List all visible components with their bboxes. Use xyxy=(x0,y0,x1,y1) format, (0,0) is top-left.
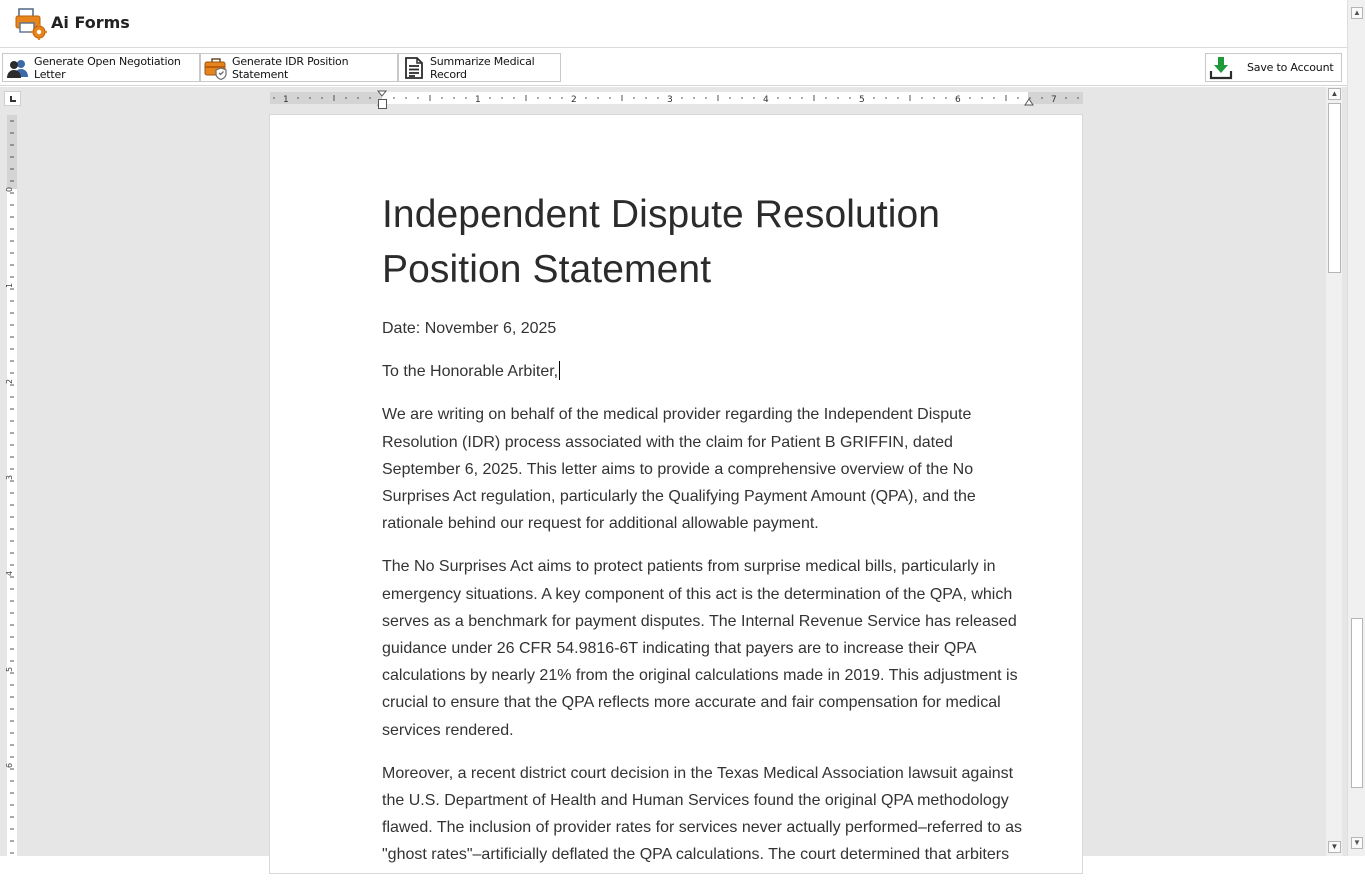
ruler-number: 4 xyxy=(5,570,14,576)
tab-stop-selector[interactable] xyxy=(4,91,21,106)
document-page[interactable] xyxy=(269,114,1083,874)
button-label: Generate IDR Position Statement xyxy=(232,54,349,81)
printer-gear-icon xyxy=(14,6,48,40)
generate-idr-position-statement-button[interactable] xyxy=(200,53,398,82)
ruler-number: 1 xyxy=(5,282,14,288)
ruler-number: 2 xyxy=(571,95,577,105)
ruler-number: 0 xyxy=(5,186,14,192)
title-line-1: Independent Dispute Resolution xyxy=(382,193,941,236)
window-scrollbar-thumb[interactable] xyxy=(1351,618,1363,788)
save-to-account-button[interactable] xyxy=(1205,53,1342,82)
text-caret xyxy=(559,361,560,380)
download-tray-icon xyxy=(1209,56,1233,80)
document-lines-icon xyxy=(402,56,426,80)
salutation: To the Honorable Arbiter, xyxy=(382,363,559,381)
body-paragraph: The No Surprises Act aims to protect patients from surprise medical bills, particularly in emergency situations. A key component of this act is the determination of the QPA, which serves as a benchmark for payment disputes. The Internal Revenue Service has released guidance under 26 CFR 54.9816-6T indicating that payers are to increase their QPA calculations by nearly 21% from the original calculations made in 2019. This adjustment is crucial to ensure that the QPA reflects more accurate and fair compensation for medical services rendered. xyxy=(382,558,1018,739)
ruler-number: 4 xyxy=(763,95,769,105)
title-line-2: Position Statement xyxy=(382,248,712,291)
document-body xyxy=(382,187,1032,885)
generate-open-negotiation-letter-button[interactable] xyxy=(2,53,200,82)
ruler-number: 5 xyxy=(5,666,14,672)
ruler-number: 1 xyxy=(283,95,289,105)
scrollbar-thumb[interactable] xyxy=(1328,103,1341,273)
toolbar xyxy=(0,49,1347,86)
ruler-number: 1 xyxy=(475,95,481,105)
users-icon xyxy=(6,56,30,80)
title-bar xyxy=(0,0,1347,48)
summarize-medical-record-button[interactable] xyxy=(398,53,561,82)
ruler-number: 5 xyxy=(859,95,865,105)
app-title: Ai Forms xyxy=(51,13,130,32)
document-title xyxy=(382,187,1032,297)
ruler-number: 3 xyxy=(5,474,14,480)
document-editor[interactable] xyxy=(0,87,1347,864)
ruler-number: 6 xyxy=(5,762,14,768)
window-scroll-down-icon[interactable]: ▼ xyxy=(1351,837,1363,849)
ruler-number: 7 xyxy=(1051,95,1057,105)
body-paragraph: We are writing on behalf of the medical provider regarding the Independent Dispute Resolution (IDR) process associated with the claim for Patient B GRIFFIN, dated September 6, 2025. This letter aims to provide a comprehensive overview of the No Surprises Act regulation, particularly the Qualifying Payment Amount (QPA), and the rationale behind our request for additional allowable payment. xyxy=(382,406,976,533)
ruler-number: 6 xyxy=(955,95,961,105)
window-scrollbar[interactable] xyxy=(1347,0,1365,856)
button-label: Generate Open Negotiation Letter xyxy=(34,54,181,81)
document-date: Date: November 6, 2025 xyxy=(382,320,557,337)
button-label: Summarize Medical Record xyxy=(430,54,535,81)
ruler-number: 2 xyxy=(5,378,14,384)
briefcase-shield-icon xyxy=(204,56,228,80)
horizontal-ruler xyxy=(270,91,1083,105)
left-indent-box[interactable] xyxy=(378,99,387,109)
editor-scrollbar[interactable] xyxy=(1326,87,1342,856)
window-scroll-up-icon[interactable]: ▲ xyxy=(1351,7,1363,19)
vertical-ruler xyxy=(7,115,17,856)
button-label: Save to Account xyxy=(1247,61,1334,74)
salutation-line xyxy=(382,358,1032,385)
ruler-number: 3 xyxy=(667,95,673,105)
scroll-down-arrow-icon[interactable]: ▼ xyxy=(1328,841,1341,853)
scroll-up-arrow-icon[interactable]: ▲ xyxy=(1328,88,1341,100)
body-paragraph: Moreover, a recent district court decision in the Texas Medical Association lawsuit against the U.S. Department of Health and Human Services found the original QPA methodology flawed. The inclusion of provider rates for services never actually performed–referred to as "ghost rates"–artificially deflated the QPA calculations. The court determined that arbiters xyxy=(382,764,1023,864)
